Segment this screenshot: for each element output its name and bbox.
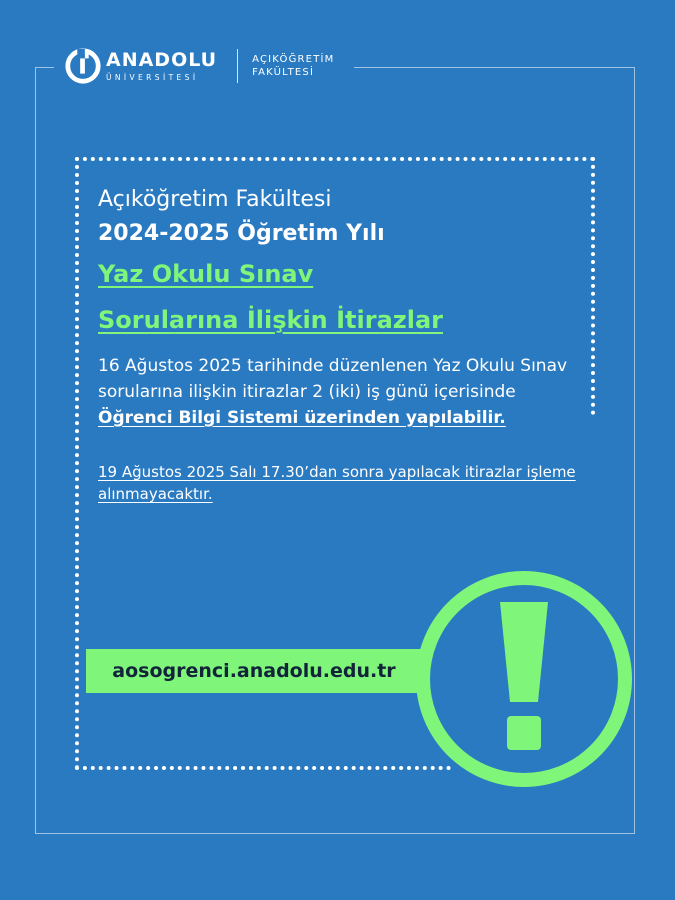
- dotted-frame-bottom: [75, 766, 451, 770]
- exclamation-icon: [494, 598, 554, 758]
- faculty-title: Açıköğretim Fakültesi: [98, 187, 332, 212]
- faculty-line-1: AÇIKÖĞRETİM: [252, 54, 335, 65]
- university-name: ANADOLU: [106, 48, 218, 71]
- dotted-frame-right: [591, 157, 595, 415]
- academic-year: 2024-2025 Öğretim Yılı: [98, 221, 385, 246]
- university-sub: ÜNİVERSİTESİ: [106, 72, 199, 82]
- deadline-note: 19 Ağustos 2025 Salı 17.30’dan sonra yapılacak itirazlar işleme alınmayacaktır.: [98, 463, 576, 503]
- headline-line-2: Sorularına İlişkin İtirazlar: [98, 306, 443, 334]
- announcement: [98, 183, 588, 505]
- announcement-body: [98, 353, 588, 431]
- portal-url[interactable]: aosogrenci.anadolu.edu.tr: [86, 649, 422, 693]
- anadolu-logo-icon: [64, 47, 102, 85]
- body-text: 16 Ağustos 2025 tarihinde düzenlenen Yaz Okulu Sınav sorularına ilişkin itirazlar 2 (iki) iş günü içerisinde: [98, 356, 568, 402]
- header-divider: [237, 49, 238, 83]
- faculty-name: [252, 53, 334, 79]
- body-emphasis: Öğrenci Bilgi Sistemi üzerinden yapılabilir.: [98, 408, 506, 428]
- faculty-line-2: FAKÜLTESİ: [252, 67, 315, 78]
- header: [54, 44, 354, 88]
- headline-line-1: Yaz Okulu Sınav: [98, 260, 314, 288]
